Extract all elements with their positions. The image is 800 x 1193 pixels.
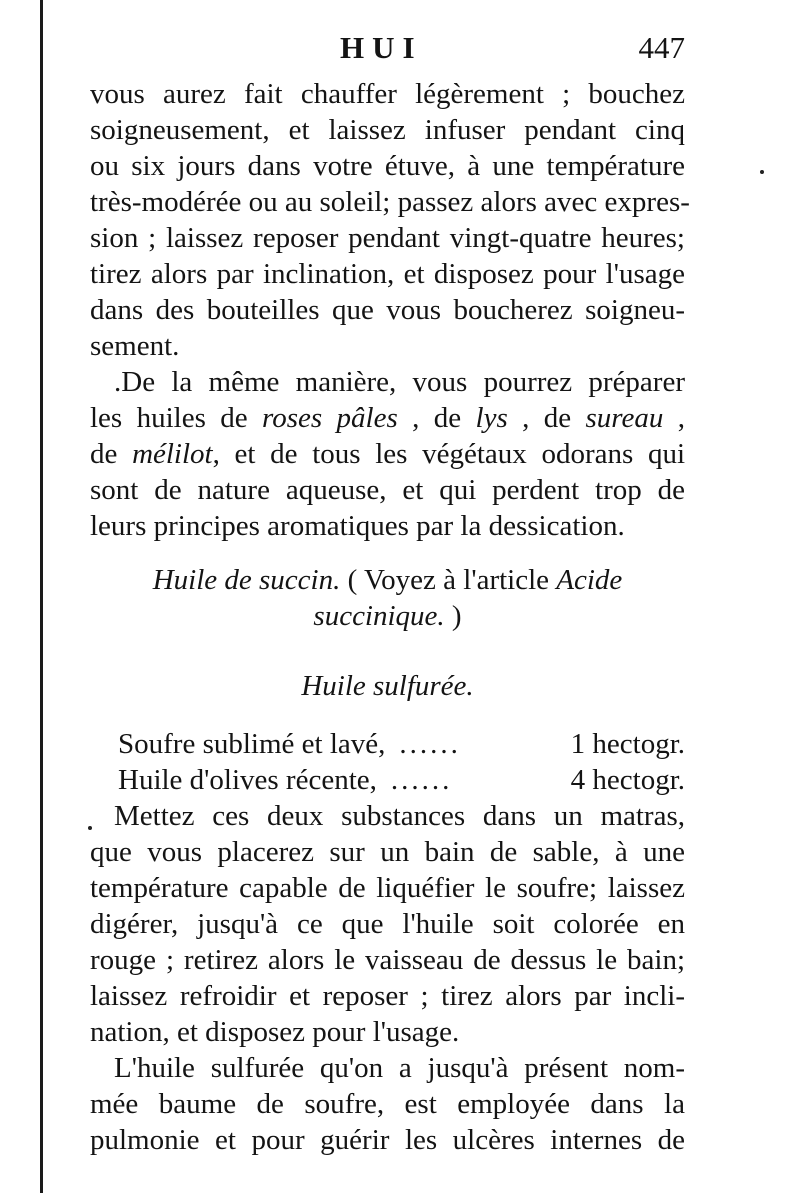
text-line: ou six jours dans votre étuve, à une température [90, 150, 685, 182]
recipe-row [118, 762, 685, 798]
text-line: L'huile sulfurée qu'on a jusqu'à présent nom- [114, 1052, 685, 1084]
text-line: leurs principes aromatiques par la dessication. [90, 510, 625, 542]
section-heading-succin: Huile de succin. ( Voyez à l'article Acide [152, 564, 623, 596]
text-line: pulmonie et pour guérir les ulcères internes de [90, 1124, 685, 1156]
ingredient: Soufre sublimé et lavé, [118, 728, 386, 760]
running-head-word: HUI [340, 30, 423, 65]
text-line: très-modérée ou au soleil; passez alors avec expres- [90, 186, 690, 218]
text-line: sement. [90, 330, 180, 362]
italic-term: roses pâles [262, 402, 398, 434]
ingredient: Huile d'olives récente, [118, 764, 377, 796]
section-heading-sulfuree: Huile sulfurée. [301, 670, 474, 702]
scan-speck [760, 170, 764, 174]
quantity: 4 hectogr. [570, 764, 685, 796]
text-line: nation, et disposez pour l'usage. [90, 1016, 460, 1048]
page-number: 447 [638, 30, 685, 65]
text-line: soigneusement, et laissez infuser pendant cinq [90, 114, 685, 146]
leader-dots: ...... [399, 728, 461, 760]
text-line: vous aurez fait chauffer légèrement ; bouchez [90, 78, 685, 110]
text-line: de mélilot, et de tous les végétaux odorans qui [90, 438, 686, 470]
scan-speck [88, 826, 92, 830]
quantity: 1 hectogr. [570, 728, 685, 760]
text-line: les huiles de roses pâles , de lys , de sureau , [90, 402, 686, 434]
text-line: laissez refroidir et reposer ; tirez alors par incli- [90, 980, 685, 1012]
running-head [90, 30, 685, 70]
leader-dots: ...... [390, 764, 453, 796]
text-line: rouge ; retirez alors le vaisseau de dessus le bain; [90, 944, 685, 976]
italic-term: mélilot [132, 438, 213, 470]
text-line: tirez alors par inclination, et disposez pour l'usage [90, 258, 685, 290]
text-line: digérer, jusqu'à ce que l'huile soit colorée en [90, 908, 685, 940]
italic-term: sureau [585, 402, 664, 434]
text-line: température capable de liquéfier le soufre; laissez [90, 872, 685, 904]
italic-term: lys [475, 402, 508, 434]
text-line: sion ; laissez reposer pendant vingt-quatre heures; [90, 222, 685, 254]
text-line: que vous placerez sur un bain de sable, à une [90, 836, 685, 868]
text-line: mée baume de soufre, est employée dans la [90, 1088, 685, 1120]
text-line: .De la même manière, vous pourrez préparer [114, 366, 685, 398]
text-line: dans des bouteilles que vous boucherez soigneu- [90, 294, 685, 326]
text-line: sont de nature aqueuse, et qui perdent trop de [90, 474, 685, 506]
binding-edge [40, 0, 43, 1193]
recipe-row [118, 726, 685, 762]
section-heading-succin-cont: succinique. ) [313, 600, 462, 632]
text-line: Mettez ces deux substances dans un matras, [114, 800, 685, 832]
